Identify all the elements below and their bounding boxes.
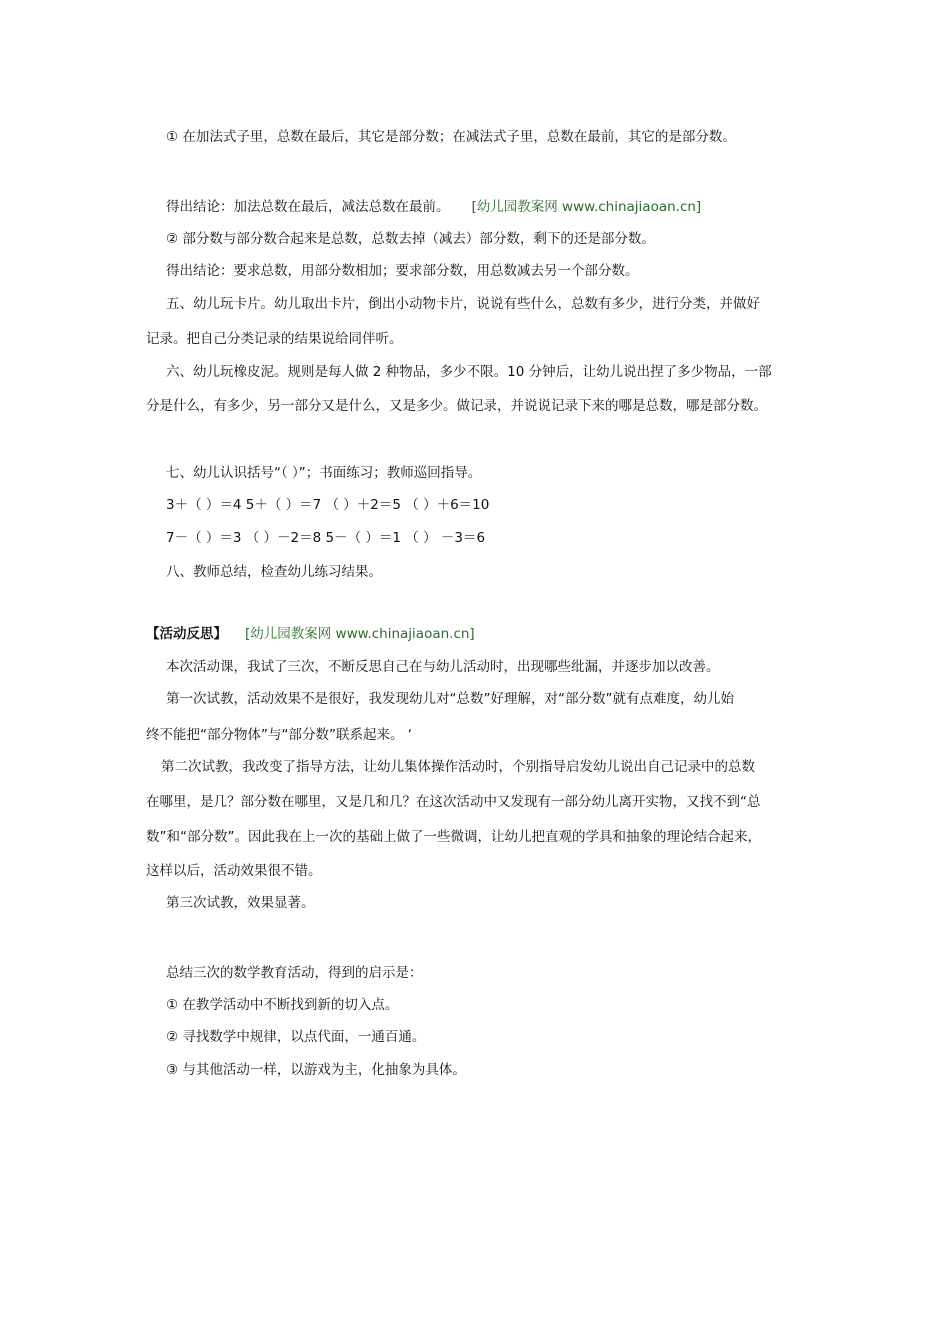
point-1-text: ① 在加法式子里，总数在最后，其它是部分数；在减法式子里，总数在最前，其它的是部分数。 [166,129,736,145]
reflection-website-link[interactable]: [幼儿园教案网 www.chinajiaoan.cn] [245,626,475,642]
first-trial-line-2: 终不能把“部分物体”与“部分数”联系起来。 ‘ [146,727,413,743]
conclusion-1-text: 得出结论：加法总数在最后，减法总数在最前。 [166,199,450,215]
website-link[interactable]: [幼儿园教案网 www.chinajiaoan.cn] [471,199,702,215]
step-6-line-2: 分是什么，有多少，另一部分又是什么，又是多少。做记录，并说说记录下来的哪是总数，哪是部分数。 [146,398,767,414]
first-trial-line-1: 第一次试教，活动效果不是很好，我发现幼儿对“总数”好理解，对“部分数”就有点难度，幼儿始 [166,691,734,707]
step-8-text: 八、教师总结，检查幼儿练习结果。 [166,564,382,580]
conclusion-1 [166,198,701,216]
second-trial-line-3: 数”和“部分数”。因此我在上一次的基础上做了一些微调，让幼儿把直观的学具和抽象的理论结合起来， [146,829,761,845]
second-trial-line-1: 第二次试教，我改变了指导方法，让幼儿集体操作活动时，个别指导启发幼儿说出自己记录中的总数 [161,759,755,775]
second-trial-line-4: 这样以后，活动效果很不错。 [146,863,322,879]
step-7-text: 七、幼儿认识括号“（ ）”；书面练习；教师巡回指导。 [166,465,482,481]
equation-row-1: 3＋（ ）＝4 5＋（ ）＝7 （ ）＋2＝5 （ ）＋6＝10 [166,497,490,513]
step-6-line-1: 六、幼儿玩橡皮泥。规则是每人做 2 种物品，多少不限。10 分钟后，让幼儿说出捏了多少物品，一部 [166,364,772,380]
summary-item: ① 在教学活动中不断找到新的切入点。 [166,997,399,1013]
reflection-intro: 本次活动课，我试了三次，不断反思自己在与幼儿活动时，出现哪些纰漏，并逐步加以改善。 [166,659,720,675]
conclusion-2: 得出结论：要求总数，用部分数相加；要求部分数，用总数减去另一个部分数。 [166,263,639,279]
reflection-heading-row [146,625,475,643]
reflection-heading: 【活动反思】 [146,626,227,642]
summary-intro: 总结三次的数学教育活动，得到的启示是： [166,965,423,981]
third-trial-text: 第三次试教，效果显著。 [166,895,315,911]
step-5-line-1: 五、幼儿玩卡片。幼儿取出卡片，倒出小动物卡片，说说有些什么，总数有多少，进行分类，并做好 [166,296,760,312]
summary-item: ② 寻找数学中规律，以点代面，一通百通。 [166,1029,426,1045]
equation-row-2: 7－（ ）＝3 （ ）－2＝8 5－（ ）＝1 （ ） －3＝6 [166,530,486,546]
step-5-line-2: 记录。把自己分类记录的结果说给同伴听。 [146,331,403,347]
summary-item: ③ 与其他活动一样，以游戏为主，化抽象为具体。 [166,1062,466,1078]
second-trial-line-2: 在哪里，是几？部分数在哪里，又是几和几？在这次活动中又发现有一部分幼儿离开实物，又找不到“总 [146,794,761,810]
point-2-text: ② 部分数与部分数合起来是总数，总数去掉（减去）部分数，剩下的还是部分数。 [166,231,655,247]
